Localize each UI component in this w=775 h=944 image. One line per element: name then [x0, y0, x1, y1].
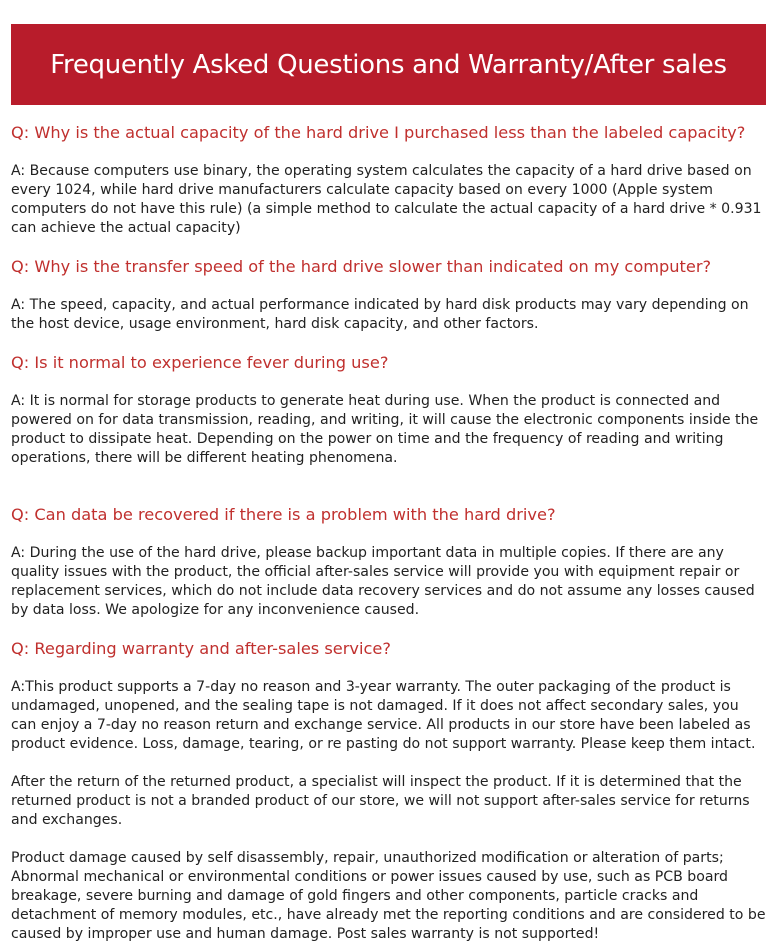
header-banner: [11, 24, 766, 105]
faq-answer: A: During the use of the hard drive, please backup important data in multiple copies. If there are any quality issues with the product, the official after-sales service will provide you with equipment repair or replacement services, which do not include data recovery services and do not assume any losses caused by data loss. We apologize for any inconvenience caused.: [11, 545, 755, 618]
faq-question: Q: Why is the transfer speed of the hard drive slower than indicated on my computer?: [11, 257, 712, 276]
faq-question: Q: Can data be recovered if there is a problem with the hard drive?: [11, 505, 556, 524]
faq-answer: A: Because computers use binary, the operating system calculates the capacity of a hard drive based on every 1024, while hard drive manufacturers calculate capacity based on every 1000 (Apple system computers do not have this rule) (a simple method to calculate the actual capacity of a hard drive * 0.931 can achieve the actual capacity): [11, 163, 762, 236]
faq-answer: A: It is normal for storage products to generate heat during use. When the product is connected and powered on for data transmission, reading, and writing, it will cause the electronic components inside the product to dissipate heat. Depending on the power on time and the frequency of reading and writing operations, there will be different heating phenomena.: [11, 393, 759, 466]
faq-answer: A: The speed, capacity, and actual performance indicated by hard disk products may vary depending on the host device, usage environment, hard disk capacity, and other factors.: [11, 297, 749, 332]
faq-question: Q: Why is the actual capacity of the hard drive I purchased less than the labeled capacity?: [11, 123, 746, 142]
faq-question: Q: Regarding warranty and after-sales service?: [11, 639, 391, 658]
page-title: Frequently Asked Questions and Warranty/After sales: [50, 49, 727, 80]
faq-answer-paragraph: After the return of the returned product, a specialist will inspect the product. If it is determined that the returned product is not a branded product of our store, we will not support after-sales service for returns and exchanges.: [11, 774, 750, 828]
faq-question: Q: Is it normal to experience fever during use?: [11, 353, 389, 372]
faq-answer-paragraph: Product damage caused by self disassembly, repair, unauthorized modification or alteration of parts; Abnormal mechanical or environmental conditions or power issues caused by use, such as PCB board breakage, severe burning and damage of gold fingers and other components, particle cracks and detachment of memory modules, etc., have already met the reporting conditions and are considered to be caused by improper use and human damage. Post sales warranty is not supported!: [11, 850, 766, 942]
faq-answer: A:This product supports a 7-day no reason and 3-year warranty. The outer packaging of the product is undamaged, unopened, and the sealing tape is not damaged. If it does not affect secondary sales, you can enjoy a 7-day no reason return and exchange service. All products in our store have been labeled as product evidence. Loss, damage, tearing, or re pasting do not support warranty. Please keep them intact.: [11, 679, 756, 752]
faq-list: [11, 122, 768, 944]
